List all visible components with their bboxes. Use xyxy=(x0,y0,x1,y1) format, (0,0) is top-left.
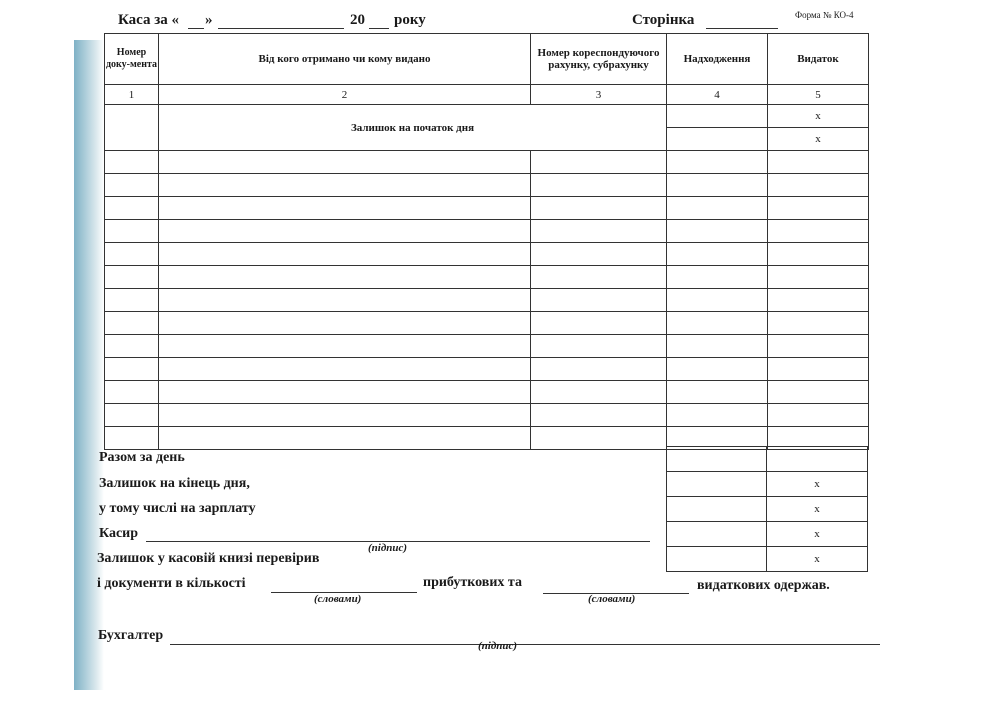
opening-balance-label: Залишок на початок дня xyxy=(159,105,667,151)
table-row xyxy=(105,220,869,243)
table-cell[interactable] xyxy=(159,289,531,312)
table-cell[interactable] xyxy=(105,220,159,243)
table-cell[interactable] xyxy=(531,151,667,174)
table-cell[interactable] xyxy=(159,404,531,427)
table-cell[interactable] xyxy=(531,243,667,266)
binding-edge xyxy=(74,40,104,690)
table-cell[interactable] xyxy=(105,404,159,427)
page-number-blank[interactable] xyxy=(706,28,778,29)
table-cell[interactable] xyxy=(531,174,667,197)
expense-label: видаткових одержав. xyxy=(697,578,830,593)
table-cell[interactable] xyxy=(667,358,768,381)
table-cell[interactable] xyxy=(105,381,159,404)
table-header-row xyxy=(105,34,869,85)
cash-book-table xyxy=(104,33,869,450)
table-cell[interactable] xyxy=(667,335,768,358)
table-cell[interactable] xyxy=(531,266,667,289)
checked-label: Залишок у касовій книзі перевірив xyxy=(97,551,320,566)
table-cell[interactable] xyxy=(159,197,531,220)
table-row xyxy=(105,151,869,174)
table-cell[interactable] xyxy=(531,358,667,381)
income-label: прибуткових та xyxy=(423,575,522,590)
year-blank[interactable] xyxy=(369,28,389,29)
table-cell[interactable] xyxy=(159,312,531,335)
table-cell[interactable] xyxy=(531,381,667,404)
checked-income-cell[interactable] xyxy=(667,547,767,571)
table-cell[interactable] xyxy=(531,404,667,427)
opening-balance-row xyxy=(105,105,869,128)
cashier-income-cell[interactable] xyxy=(667,522,767,546)
table-cell[interactable] xyxy=(667,404,768,427)
opening-income-cell[interactable] xyxy=(667,105,768,128)
column-header-income: Надходження xyxy=(667,34,768,85)
table-cell[interactable] xyxy=(768,266,869,289)
cash-date-prefix: Каса за « xyxy=(118,12,180,28)
table-row xyxy=(105,381,869,404)
table-cell[interactable] xyxy=(768,404,869,427)
cashier-box xyxy=(666,521,868,547)
income-words-note: (словами) xyxy=(314,593,362,605)
column-header-account: Номер кореспондуючого рахунку, субрахунку xyxy=(531,34,667,85)
month-blank[interactable] xyxy=(218,28,344,29)
year-suffix: року xyxy=(394,12,426,28)
table-cell[interactable] xyxy=(768,358,869,381)
column-header-expense: Видаток xyxy=(768,34,869,85)
table-cell[interactable] xyxy=(768,312,869,335)
checked-box xyxy=(666,546,868,572)
opening-doc-cell xyxy=(105,105,159,151)
table-cell[interactable] xyxy=(667,289,768,312)
table-row xyxy=(105,358,869,381)
table-row xyxy=(105,266,869,289)
table-cell[interactable] xyxy=(159,358,531,381)
year-prefix: 20 xyxy=(350,12,365,28)
column-header-doc-number: Номер доку-мента xyxy=(105,34,159,85)
table-cell[interactable] xyxy=(768,174,869,197)
documents-prefix: і документи в кількості xyxy=(97,576,246,591)
x-mark: х xyxy=(768,105,869,128)
table-cell[interactable] xyxy=(105,312,159,335)
table-cell[interactable] xyxy=(667,312,768,335)
table-cell[interactable] xyxy=(531,197,667,220)
table-cell[interactable] xyxy=(105,174,159,197)
table-cell[interactable] xyxy=(159,174,531,197)
salary-box xyxy=(666,496,868,522)
table-cell[interactable] xyxy=(105,335,159,358)
table-cell[interactable] xyxy=(768,381,869,404)
table-cell[interactable] xyxy=(159,427,531,450)
table-cell[interactable] xyxy=(768,220,869,243)
table-cell[interactable] xyxy=(159,266,531,289)
table-row xyxy=(105,404,869,427)
column-number-row xyxy=(105,85,869,105)
x-mark: х xyxy=(768,128,869,151)
column-number: 5 xyxy=(768,85,869,105)
table-cell[interactable] xyxy=(667,243,768,266)
column-number: 1 xyxy=(105,85,159,105)
accountant-signature-line[interactable] xyxy=(170,644,880,645)
table-cell[interactable] xyxy=(105,151,159,174)
cashier-signature-note: (підпис) xyxy=(368,542,408,554)
closing-balance-box xyxy=(666,471,868,497)
table-cell[interactable] xyxy=(667,381,768,404)
table-cell[interactable] xyxy=(159,151,531,174)
table-cell[interactable] xyxy=(105,358,159,381)
table-cell[interactable] xyxy=(105,266,159,289)
column-number: 4 xyxy=(667,85,768,105)
cash-date-quote: » xyxy=(205,12,213,28)
table-cell[interactable] xyxy=(768,243,869,266)
table-cell[interactable] xyxy=(531,335,667,358)
table-cell[interactable] xyxy=(159,335,531,358)
column-number: 2 xyxy=(159,85,531,105)
table-cell[interactable] xyxy=(667,197,768,220)
salary-label: у тому числі на зарплату xyxy=(99,501,256,516)
table-cell[interactable] xyxy=(105,427,159,450)
table-cell[interactable] xyxy=(667,174,768,197)
table-cell[interactable] xyxy=(105,243,159,266)
day-blank[interactable] xyxy=(188,28,204,29)
closing-income-cell[interactable] xyxy=(667,472,767,496)
table-cell[interactable] xyxy=(531,220,667,243)
x-mark: х xyxy=(814,478,820,490)
table-row xyxy=(105,243,869,266)
opening-income-cell[interactable] xyxy=(667,128,768,151)
table-row xyxy=(105,312,869,335)
form-number: Форма № КО-4 xyxy=(795,10,854,20)
total-income-cell[interactable] xyxy=(667,447,767,471)
table-cell[interactable] xyxy=(159,220,531,243)
page-label: Сторінка xyxy=(632,12,695,28)
closing-balance-label: Залишок на кінець дня, xyxy=(99,476,250,491)
cashier-label: Касир xyxy=(99,526,139,541)
salary-income-cell[interactable] xyxy=(667,497,767,521)
table-cell[interactable] xyxy=(768,197,869,220)
accountant-label: Бухгалтер xyxy=(98,628,164,643)
table-cell[interactable] xyxy=(159,381,531,404)
table-cell[interactable] xyxy=(667,151,768,174)
table-cell[interactable] xyxy=(531,427,667,450)
table-cell[interactable] xyxy=(531,289,667,312)
table-cell[interactable] xyxy=(105,197,159,220)
x-mark: х xyxy=(814,503,820,515)
table-cell[interactable] xyxy=(531,312,667,335)
table-cell[interactable] xyxy=(768,289,869,312)
table-row xyxy=(105,197,869,220)
accountant-signature-note: (підпис) xyxy=(478,640,518,652)
x-mark: х xyxy=(814,528,820,540)
table-cell[interactable] xyxy=(159,243,531,266)
total-day-box xyxy=(666,446,868,472)
total-day-label: Разом за день xyxy=(99,450,185,465)
expense-words-note: (словами) xyxy=(588,593,636,605)
table-cell[interactable] xyxy=(768,151,869,174)
total-expense-cell[interactable] xyxy=(767,447,867,471)
column-number: 3 xyxy=(531,85,667,105)
table-row xyxy=(105,174,869,197)
x-mark: х xyxy=(814,553,820,565)
table-cell[interactable] xyxy=(768,335,869,358)
table-cell[interactable] xyxy=(105,289,159,312)
column-header-counterparty: Від кого отримано чи кому видано xyxy=(159,34,531,85)
table-cell[interactable] xyxy=(667,220,768,243)
table-row xyxy=(105,289,869,312)
table-row xyxy=(105,335,869,358)
table-cell[interactable] xyxy=(667,266,768,289)
